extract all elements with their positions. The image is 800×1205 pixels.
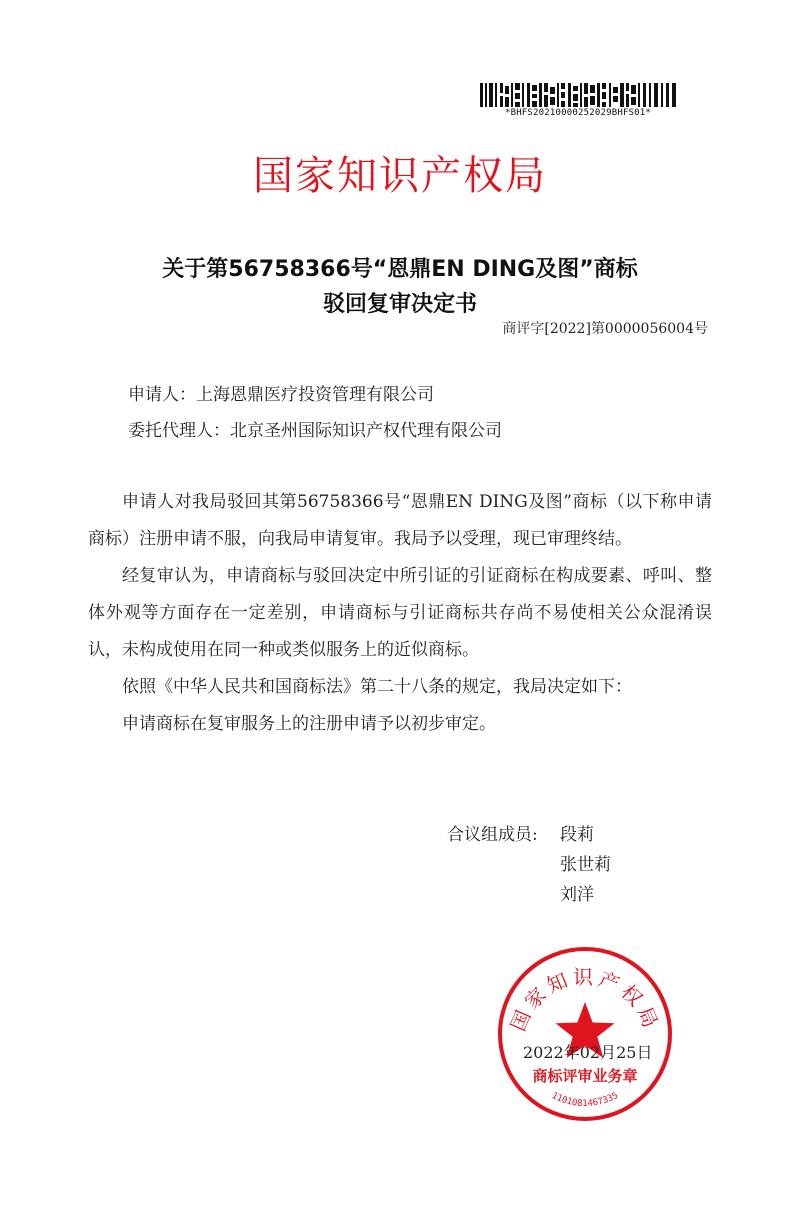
- panel-member: 刘洋: [560, 885, 594, 905]
- document-number: 商评字[2022]第0000056004号: [502, 321, 708, 337]
- decision-title-line2: 驳回复审决定书: [322, 292, 477, 317]
- body-paragraph-1: 申请人对我局驳回其第56758366号“恩鼎EN DING及图”商标（以下称申请商标）注册申请不服，向我局申请复审。我局予以受理，现已审理终结。: [88, 492, 712, 549]
- svg-text:国家知识产权局: 国家知识产权局: [505, 965, 665, 1035]
- barcode-code: *BHFS20210000252029BHFS01*: [504, 108, 652, 118]
- body-paragraph-3: 依照《中华人民共和国商标法》第二十八条的规定，我局决定如下：: [122, 677, 632, 697]
- svg-text:1101081467335: 1101081467335: [549, 1090, 621, 1109]
- body-paragraph-4: 申请商标在复审服务上的注册申请予以初步审定。: [122, 714, 496, 734]
- agency-title: 国家知识产权局: [253, 153, 547, 199]
- decision-body: [88, 484, 712, 743]
- barcode: [480, 83, 676, 107]
- body-paragraph-2: 经复审认为，申请商标与驳回决定中所引证的引证商标在构成要素、呼叫、整体外观等方面存在一定差别，申请商标与引证商标共存尚不易使相关公众混淆误认，未构成使用在同一种或类似服务上的近似商标。: [88, 566, 712, 660]
- applicant: 申请人：上海恩鼎医疗投资管理有限公司: [128, 385, 434, 405]
- official-seal: [497, 946, 673, 1122]
- decision-title-line1: 关于第56758366号“恩鼎EN DING及图”商标: [162, 257, 638, 282]
- panel-member: 段莉: [560, 825, 594, 845]
- panel-label: 合议组成员:: [447, 825, 538, 845]
- panel-member: 张世莉: [560, 855, 611, 875]
- svg-text:商标评审业务章: 商标评审业务章: [532, 1067, 638, 1085]
- agent: 委托代理人：北京圣州国际知识产权代理有限公司: [128, 421, 502, 441]
- decision-date: 2022年02月25日: [523, 1043, 653, 1062]
